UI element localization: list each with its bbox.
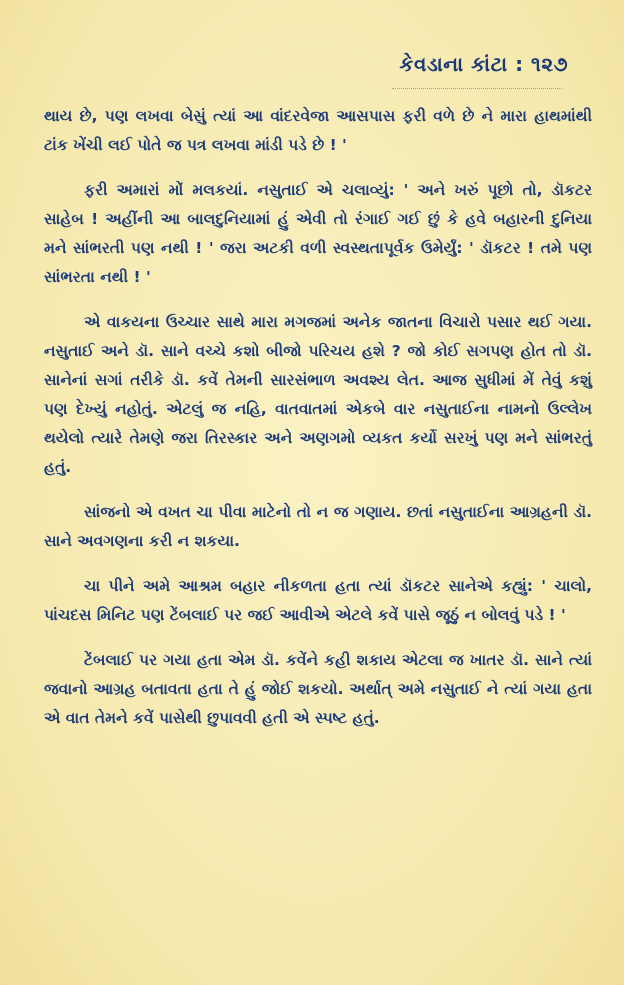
paragraph: ટેંબલાઈ પર ગયા હતા એમ ડૉ. કવેંને કહી શકાય એટલા જ ખાતર ડૉ. સાને ત્યાં જવાનો આગ્રહ બતાવતા હતા તે હું જોઈ શકયો. અર્થાત્ અમે નસુતાઈ ને ત્યાં ગયા હતા એ વાત તેમને કવેં પાસેથી છુપાવવી હતી એ સ્પષ્ટ હતું.: [44, 651, 592, 727]
header-rule: [392, 84, 562, 89]
running-head: કેવડાના કાંટા : ૧૨૭: [399, 52, 568, 76]
paragraph: ચા પીને અમે આશ્રમ બહાર નીકળતા હતા ત્યાં ડૉકટર સાનેએ કહ્યું: ' ચાલો, પાંચદસ મિનિટ પણ ટેંબલાઈ પર જઈ આવીએ એટલે કવેં પાસે જૂઠું ન બોલવું પડે ! ': [44, 577, 592, 624]
body-text: [44, 102, 592, 749]
paragraph-continued: થાય છે, પણ લખવા બેસું ત્યાં આ વાંદરવેજા આસપાસ ફરી વળે છે ને મારા હાથમાંથી ટાંક ખેંચી લઈ પોતે જ પત્ર લખવા માંડી પડે છે ! ': [44, 107, 592, 154]
paragraph: સાંજનો એ વખત ચા પીવા માટેનો તો ન જ ગણાય. છતાં નસુતાઈના આગ્રહની ડૉ. સાને અવગણના કરી ન શકયા.: [44, 503, 592, 550]
paragraph: એ વાકયના ઉચ્ચાર સાથે મારા મગજમાં અનેક જાતના વિચારો પસાર થઈ ગયા. નસુતાઈ અને ડૉ. સાને વચ્ચે કશો બીજો પરિચય હશે ? જો કોઈ સગપણ હોત તો ડૉ. સાનેનાં સગાં તરીકે ડૉ. કવેં તેમની સારસંભાળ અવશ્ય લેત. આજ સુધીમાં મેં તેવું કશું પણ દેખ્યું નહોતું. એટલું જ નહિ, વાતવાતમાં એકબે વાર નસુતાઈના નામનો ઉલ્લેખ થયેલો ત્યારે તેમણે જરા તિરસ્કાર અને અણગમો વ્યકત કર્યો સરખું પણ મને સાંભરતું હતું.: [44, 313, 592, 476]
paragraph: ફરી અમારાં મોં મલકયાં. નસુતાઈ એ ચલાવ્યું: ' અને ખરું પૂછો તો, ડૉકટર સાહેબ ! અહીંની આ બાલદુનિયામાં હું એવી તો રંગાઈ ગઈ છું કે હવે બહારની દુનિયા મને સાંભરતી પણ નથી ! ' જરા અટકી વળી સ્વસ્થતાપૂર્વક ઉમેર્યું: ' ડૉકટર ! તમે પણ સાંભરતા નથી ! ': [44, 181, 592, 286]
